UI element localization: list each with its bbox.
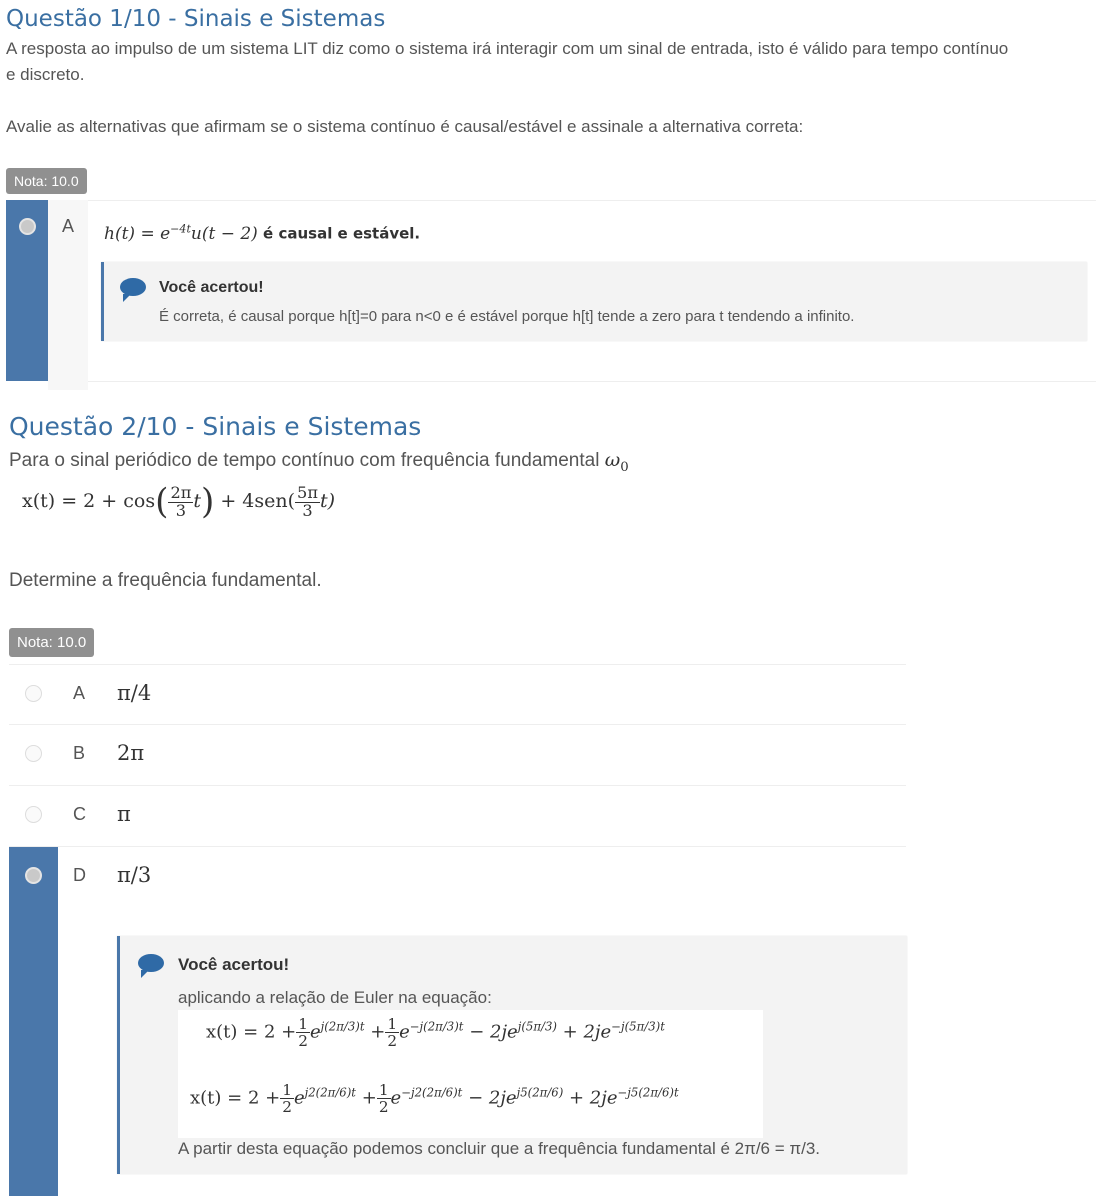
question-2-title: Questão 2/10 - Sinais e Sistemas: [9, 412, 422, 441]
option-d-letter: D: [73, 865, 86, 885]
divider: [9, 846, 906, 847]
question-2-instruction: Determine a frequência fundamental.: [9, 570, 322, 591]
option-a-value: π/4: [117, 681, 152, 705]
euler-equation-1: x(t) = 2 + $\frac{1}{2}$ $e^{j(2\pi/3)t}$ + $\frac{1}{2}$ $e^{-j(2\pi/3)t} - 2je^{j(5\pi/3)} + 2je^{-j(5\pi/3)t}$: [206, 1015, 665, 1051]
signal-equation: x(t) = 2 + cos( $\frac{2\pi}{3}$ t) + 4sen( $\frac{5\pi}{3}$ t): [22, 482, 335, 522]
option-c-letter: C: [73, 804, 86, 824]
option-b-value: 2π: [117, 741, 145, 765]
option-a-letter: A: [62, 216, 75, 236]
option-b-radio[interactable]: [25, 745, 42, 762]
feedback-conclusion: A partir desta equação podemos concluir que a frequência fundamental é 2π/6 = π/3.: [178, 1139, 821, 1158]
option-a-row[interactable]: [9, 665, 906, 725]
question-1-instruction: Avalie as alternativas que afirmam se o sistema contínuo é causal/estável e assinale a alternativa correta:: [6, 117, 804, 136]
option-a-suffix: é causal e estável.: [257, 224, 421, 243]
option-a-text[interactable]: [104, 222, 420, 244]
option-c-row[interactable]: [9, 786, 906, 846]
option-a-radio[interactable]: [25, 685, 42, 702]
option-a-letter: A: [73, 683, 86, 703]
option-b-letter: B: [73, 743, 86, 763]
question-2-text-prefix: Para o sinal periódico de tempo contínuo com frequência fundamental: [9, 450, 605, 471]
euler-equations: [178, 1010, 763, 1138]
option-a-radio[interactable]: [19, 218, 36, 235]
question-1-title: Questão 1/10 - Sinais e Sistemas: [6, 6, 386, 32]
option-d-value[interactable]: π/3: [117, 863, 152, 887]
impulse-response-math: $h(t) = e^{-4t}u(t - 2)$: [104, 222, 258, 244]
feedback-title: Você acertou!: [178, 955, 290, 974]
question-2-text: [9, 447, 629, 481]
question-1-text-line1: A resposta ao impulso de um sistema LIT diz como o sistema irá interagir com um sinal de entrada, isto é válido para tempo contínuo: [6, 39, 1009, 58]
option-c-value: π: [117, 802, 131, 826]
feedback-text: É correta, é causal porque h[t]=0 para n<0 e é estável porque h[t] tende a zero para t tendendo a infinito.: [159, 308, 855, 325]
selected-answer-bar: [9, 847, 58, 1196]
option-d-radio[interactable]: [25, 867, 42, 884]
question-1-text-line2: e discreto.: [6, 65, 85, 84]
divider: [88, 200, 1096, 201]
feedback-title: Você acertou!: [159, 279, 264, 296]
feedback-intro: aplicando a relação de Euler na equação:: [178, 988, 492, 1007]
feedback-box: [101, 262, 1087, 341]
option-b-row[interactable]: [9, 725, 906, 785]
divider: [88, 381, 1096, 382]
omega-symbol: $\omega_0$: [604, 449, 629, 475]
feedback-box: [117, 936, 907, 1174]
speech-bubble-icon: [138, 954, 164, 972]
grade-badge: Nota: 10.0: [6, 168, 87, 194]
option-c-radio[interactable]: [25, 806, 42, 823]
speech-bubble-icon: [120, 278, 146, 296]
euler-equation-2: x(t) = 2 + $\frac{1}{2}$ $e^{j2(2\pi/6)t}$ + $\frac{1}{2}$ $e^{-j2(2\pi/6)t} - 2je^{j5(2\pi/6)} + 2je^{-j5(2\pi/6)t}$: [190, 1081, 679, 1117]
grade-badge: Nota: 10.0: [9, 628, 94, 657]
